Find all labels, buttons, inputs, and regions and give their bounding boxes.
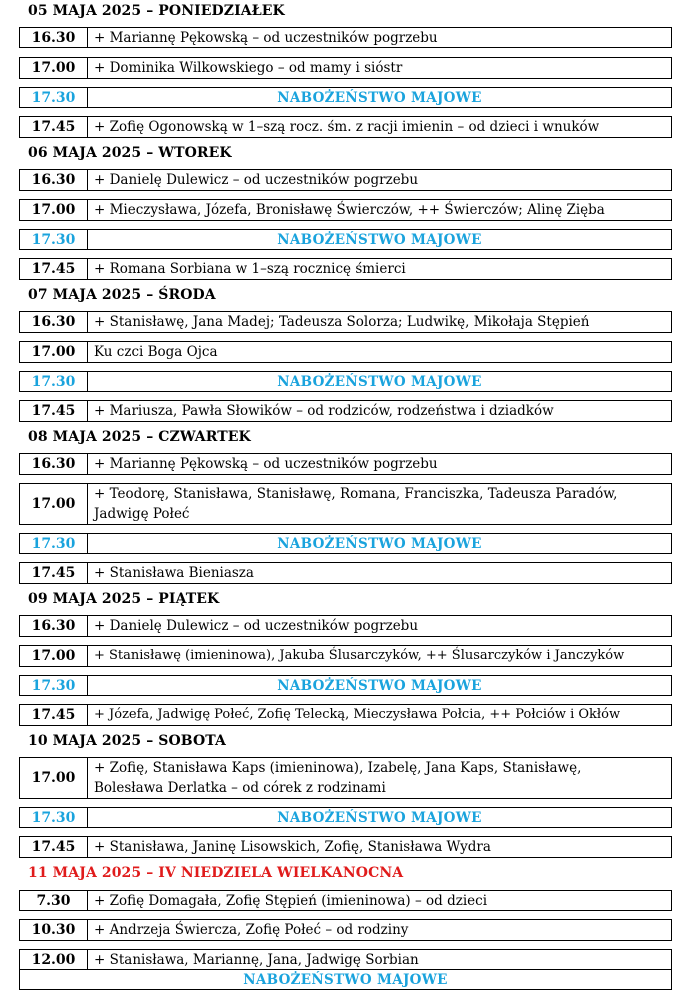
mass-intention: Ku czci Boga Ojca (94, 344, 218, 360)
service-row (19, 229, 672, 250)
mass-intention: + Zofię Ogonowską w 1–szą rocz. śm. z racji imienin – od dzieci i wnuków (94, 119, 600, 135)
mass-row (19, 116, 672, 138)
service-row (19, 371, 672, 392)
mass-row (19, 169, 672, 191)
service-time: 17.30 (20, 676, 88, 695)
mass-time: 17.45 (20, 117, 88, 137)
mass-row (19, 57, 672, 79)
mass-row (19, 311, 672, 333)
service-label: NABOŻEŃSTWO MAJOWE (277, 809, 482, 826)
mass-time: 17.00 (20, 342, 88, 362)
mass-row (19, 400, 672, 422)
mass-time: 17.45 (20, 563, 88, 583)
mass-intention: + Danielę Dulewicz – od uczestników pogrzebu (94, 172, 419, 188)
mass-intention: + Stanisława, Mariannę, Jana, Jadwigę Sorbian (94, 951, 419, 968)
service-time: 17.30 (20, 808, 88, 827)
day-heading: 06 MAJA 2025 – WTOREK (28, 145, 232, 161)
mass-time: 16.30 (20, 616, 88, 636)
service-row (19, 675, 672, 696)
service-time: 17.30 (20, 88, 88, 107)
mass-intention: + Stanisławę, Jana Madej; Tadeusza Solorza; Ludwikę, Mikołaja Stępień (94, 314, 590, 330)
mass-intention: + Stanisława Bieniasza (94, 565, 254, 581)
service-footer: NABOŻEŃSTWO MAJOWE (19, 969, 672, 990)
mass-row (19, 890, 672, 911)
mass-time: 17.45 (20, 705, 88, 725)
mass-intention: + Mieczysława, Józefa, Bronisławę Świerczów, ++ Świerczów; Alinę Zięba (94, 202, 605, 218)
day-heading-sunday: 11 MAJA 2025 – IV NIEDZIELA WIELKANOCNA (28, 865, 404, 881)
mass-time: 16.30 (20, 454, 88, 474)
mass-intention: + Teodorę, Stanisława, Stanisławę, Romana, Franciszka, Tadeusza Paradów, Jadwigę Połeć (94, 486, 618, 522)
mass-intention: + Zofię Domagała, Zofię Stępień (imieninowa) – od dzieci (94, 892, 488, 909)
day-heading: 09 MAJA 2025 – PIĄTEK (28, 591, 220, 607)
service-row (19, 533, 672, 554)
service-label: NABOŻEŃSTWO MAJOWE (277, 535, 482, 552)
mass-time: 16.30 (20, 312, 88, 332)
service-time: 17.30 (20, 534, 88, 553)
mass-intention: + Zofię, Stanisława Kaps (imieninowa), Izabelę, Jana Kaps, Stanisławę, Bolesława Derlatka – od córek z rodzinami (94, 760, 582, 796)
mass-intention: + Mariannę Pękowską – od uczestników pogrzebu (94, 456, 438, 472)
mass-intention: + Romana Sorbiana w 1–szą rocznicę śmierci (94, 261, 406, 277)
mass-time: 17.00 (20, 484, 88, 524)
mass-time: 16.30 (20, 28, 88, 47)
mass-row (19, 919, 672, 941)
mass-intention: + Stanisława, Janinę Lisowskich, Zofię, Stanisława Wydra (94, 839, 491, 855)
mass-row (19, 27, 672, 48)
day-heading: 08 MAJA 2025 – CZWARTEK (28, 429, 251, 445)
service-time: 17.30 (20, 230, 88, 249)
mass-row (19, 645, 672, 667)
mass-intention: + Stanisławę (imieninowa), Jakuba Ślusarczyków, ++ Ślusarczyków i Janczyków (94, 648, 625, 663)
service-row (19, 87, 672, 108)
mass-intention: + Mariannę Pękowską – od uczestników pogrzebu (94, 29, 438, 46)
mass-time: 17.45 (20, 259, 88, 279)
mass-row (19, 258, 672, 280)
mass-intention: + Dominika Wilkowskiego – od mamy i sióstr (94, 60, 403, 76)
day-heading: 05 MAJA 2025 – PONIEDZIAŁEK (28, 3, 285, 19)
mass-time: 16.30 (20, 170, 88, 190)
service-label: NABOŻEŃSTWO MAJOWE (277, 231, 482, 248)
mass-row (19, 199, 672, 221)
service-label: NABOŻEŃSTWO MAJOWE (277, 373, 482, 390)
mass-time: 17.00 (20, 58, 88, 78)
mass-row (19, 704, 672, 726)
mass-intention: + Andrzeja Świercza, Zofię Połeć – od rodziny (94, 922, 409, 938)
day-heading: 10 MAJA 2025 – SOBOTA (28, 733, 226, 749)
mass-time: 12.00 (20, 950, 88, 969)
mass-intention: + Mariusza, Pawła Słowików – od rodziców, rodzeństwa i dziadków (94, 403, 554, 419)
mass-row (19, 483, 672, 525)
mass-time: 10.30 (20, 920, 88, 940)
service-label: NABOŻEŃSTWO MAJOWE (277, 89, 482, 106)
mass-time: 17.00 (20, 200, 88, 220)
day-heading: 07 MAJA 2025 – ŚRODA (28, 287, 216, 303)
mass-row (19, 453, 672, 475)
service-label: NABOŻEŃSTWO MAJOWE (277, 677, 482, 694)
mass-row (19, 615, 672, 637)
mass-intention: + Józefa, Jadwigę Połeć, Zofię Telecką, Mieczysława Połcia, ++ Połciów i Okłów (94, 707, 621, 722)
mass-time: 17.00 (20, 758, 88, 798)
mass-time: 17.45 (20, 837, 88, 857)
mass-row (19, 949, 672, 970)
mass-row (19, 836, 672, 858)
mass-row (19, 562, 672, 584)
mass-time: 7.30 (20, 891, 88, 910)
mass-time: 17.45 (20, 401, 88, 421)
mass-intention: + Danielę Dulewicz – od uczestników pogrzebu (94, 618, 419, 634)
mass-time: 17.00 (20, 646, 88, 666)
mass-row (19, 757, 672, 799)
service-row (19, 807, 672, 828)
service-time: 17.30 (20, 372, 88, 391)
mass-row (19, 341, 672, 363)
